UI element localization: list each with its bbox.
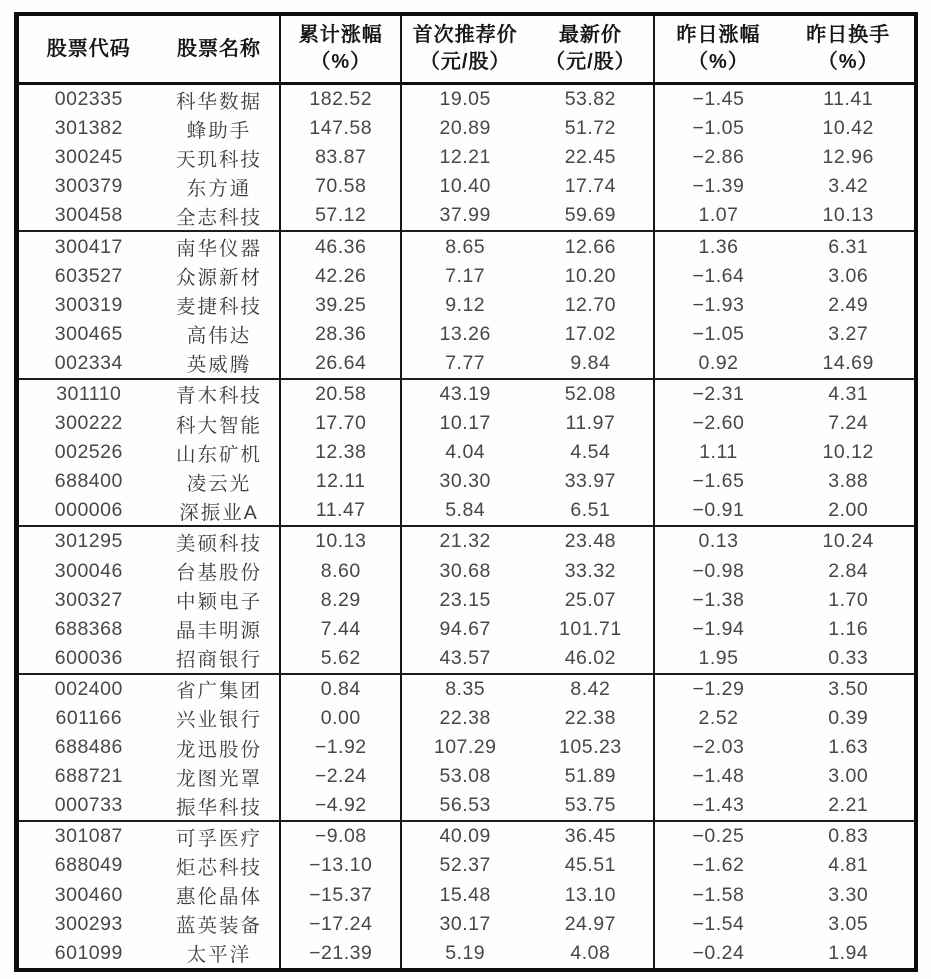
column-header-cum-gain	[280, 16, 401, 84]
cell-first-rec-price: 43.19	[401, 379, 528, 409]
cell-latest-price: 33.32	[528, 557, 653, 586]
cell-latest-price: 17.74	[528, 172, 653, 201]
cell-cum-gain: 7.44	[280, 615, 401, 644]
cell-code: 301295	[19, 526, 159, 556]
cell-prev-day-turnover: 12.96	[822, 146, 874, 169]
cell-prev-day-gain: −2.31	[654, 379, 783, 409]
column-header-line: 首次推荐价	[412, 24, 518, 46]
cell-latest-price: 105.23	[528, 733, 653, 762]
cell-prev-day-gain: −1.39	[692, 175, 745, 198]
cell-first-rec-price: 19.05	[439, 88, 491, 111]
cell-latest-price: 59.69	[528, 201, 653, 231]
cell-first-rec-price: 37.99	[439, 204, 491, 227]
cell-prev-day-turnover: 1.94	[828, 941, 869, 964]
cell-code: 000006	[54, 499, 123, 522]
cell-name: 太平洋	[159, 939, 281, 968]
cell-cum-gain: 57.12	[280, 201, 401, 231]
cell-prev-day-turnover: 4.81	[828, 854, 869, 877]
table-row	[19, 291, 914, 320]
cell-first-rec-price: 5.19	[445, 941, 486, 964]
cell-prev-day-turnover: 3.05	[828, 912, 869, 935]
cell-prev-day-gain: −0.25	[654, 821, 783, 851]
cell-prev-day-gain: −1.29	[654, 674, 783, 704]
cell-first-rec-price: 30.17	[439, 912, 491, 935]
column-header-line: （元/股）	[545, 51, 636, 73]
column-header-prev-day-turnover	[782, 16, 914, 84]
table-row	[19, 320, 914, 349]
cell-prev-day-turnover: 1.16	[828, 617, 869, 640]
cell-latest-price: 22.45	[528, 143, 653, 172]
cell-prev-day-gain: −2.03	[692, 736, 745, 759]
table-row	[19, 910, 914, 939]
cell-latest-price: 13.10	[528, 880, 653, 909]
table-row	[19, 791, 914, 821]
cell-latest-price: 24.97	[528, 910, 653, 939]
cell-name: 惠伦晶体	[159, 880, 281, 909]
cell-cum-gain: 11.47	[280, 496, 401, 526]
cell-name: 科华数据	[159, 84, 281, 115]
cell-code: 002526	[54, 441, 123, 464]
cell-cum-gain: −2.24	[280, 762, 401, 791]
table-row	[19, 172, 914, 201]
cell-prev-day-turnover: 1.63	[828, 736, 869, 759]
cell-cum-gain: 39.25	[280, 291, 401, 320]
table-row	[19, 231, 914, 261]
cell-first-rec-price: 21.32	[401, 526, 528, 556]
cell-cum-gain: 42.26	[280, 262, 401, 291]
cell-name: 炬芯科技	[159, 851, 281, 880]
cell-cum-gain: 26.64	[280, 349, 401, 379]
cell-latest-price: 6.51	[528, 496, 653, 526]
cell-name: 蓝英装备	[159, 910, 281, 939]
cell-first-rec-price: 7.17	[445, 264, 486, 287]
cell-prev-day-gain: 1.11	[699, 441, 738, 464]
cell-prev-day-turnover: 2.49	[828, 293, 869, 316]
cell-code: 688721	[54, 765, 123, 788]
cell-code: 300222	[54, 412, 123, 435]
cell-first-rec-price: 9.12	[445, 293, 486, 316]
cell-prev-day-turnover: 6.31	[782, 231, 914, 261]
cell-name: 南华仪器	[159, 231, 281, 261]
cell-code: 300293	[54, 912, 123, 935]
cell-latest-price: 12.66	[528, 231, 653, 261]
cell-prev-day-gain: 1.07	[698, 204, 739, 227]
cell-cum-gain: 46.36	[280, 231, 401, 261]
column-header-line: （%）	[310, 51, 372, 73]
cell-prev-day-gain: −0.91	[692, 499, 745, 522]
cell-first-rec-price: 53.08	[439, 765, 491, 788]
table-body	[19, 84, 914, 969]
cell-name: 深振业A	[159, 496, 281, 526]
stock-table	[19, 16, 914, 968]
cell-cum-gain: 182.52	[280, 84, 401, 115]
cell-name: 中颖电子	[159, 586, 281, 615]
cell-prev-day-gain: −1.65	[692, 470, 745, 493]
cell-code: 300417	[19, 231, 159, 261]
cell-prev-day-gain: −1.43	[692, 794, 745, 817]
cell-prev-day-gain: 2.52	[698, 706, 739, 729]
cell-prev-day-turnover: 10.12	[822, 441, 874, 464]
stock-table-container	[14, 12, 918, 972]
cell-first-rec-price: 10.17	[439, 412, 491, 435]
cell-cum-gain: 12.11	[280, 467, 401, 496]
cell-code: 300460	[54, 883, 123, 906]
table-row	[19, 851, 914, 880]
cell-prev-day-gain: −1.54	[692, 912, 745, 935]
cell-first-rec-price: 8.35	[401, 674, 528, 704]
cell-prev-day-gain: −1.05	[692, 322, 745, 345]
table-row	[19, 821, 914, 851]
cell-prev-day-turnover: 10.13	[822, 204, 874, 227]
table-row	[19, 84, 914, 115]
column-header-line: 昨日涨幅	[676, 24, 761, 46]
cell-code: 601099	[54, 941, 123, 964]
cell-latest-price: 33.97	[528, 467, 653, 496]
cell-first-rec-price: 30.68	[439, 559, 491, 582]
cell-first-rec-price: 13.26	[439, 322, 491, 345]
table-row	[19, 615, 914, 644]
column-header-line: （元/股）	[419, 51, 511, 73]
cell-code: 688486	[54, 736, 123, 759]
cell-prev-day-gain: 1.36	[654, 231, 783, 261]
cell-name: 振华科技	[159, 791, 281, 821]
cell-code: 002335	[54, 88, 123, 111]
cell-first-rec-price: 8.65	[401, 231, 528, 261]
cell-cum-gain: 8.60	[280, 557, 401, 586]
table-row	[19, 880, 914, 909]
cell-prev-day-turnover: 3.50	[782, 674, 914, 704]
cell-first-rec-price: 52.37	[439, 854, 491, 877]
cell-prev-day-turnover: 11.41	[823, 88, 874, 111]
cell-name: 英威腾	[159, 349, 281, 379]
cell-prev-day-turnover: 1.70	[828, 588, 869, 611]
cell-cum-gain: −4.92	[280, 791, 401, 821]
column-header-line: （%）	[817, 51, 879, 73]
cell-name: 凌云光	[159, 467, 281, 496]
cell-latest-price: 45.51	[528, 851, 653, 880]
column-header-name	[159, 16, 281, 84]
cell-cum-gain: 28.36	[280, 320, 401, 349]
cell-prev-day-turnover: 3.88	[828, 470, 869, 493]
cell-code: 601166	[55, 706, 123, 729]
cell-latest-price: 12.70	[528, 291, 653, 320]
cell-latest-price: 52.08	[528, 379, 653, 409]
cell-prev-day-gain: −1.62	[692, 854, 745, 877]
column-header-first-rec-price	[401, 16, 528, 84]
cell-latest-price: 8.42	[528, 674, 653, 704]
table-row	[19, 557, 914, 586]
cell-first-rec-price: 23.15	[439, 588, 491, 611]
cell-first-rec-price: 40.09	[401, 821, 528, 851]
cell-name: 可孚医疗	[159, 821, 281, 851]
cell-latest-price: 25.07	[528, 586, 653, 615]
cell-latest-price: 23.48	[528, 526, 653, 556]
cell-prev-day-turnover: 14.69	[822, 351, 874, 374]
cell-name: 高伟达	[159, 320, 281, 349]
cell-cum-gain: 83.87	[280, 143, 401, 172]
cell-name: 青木科技	[159, 379, 281, 409]
table-row	[19, 114, 914, 143]
cell-code: 603527	[54, 264, 123, 287]
cell-cum-gain: 17.70	[280, 409, 401, 438]
cell-cum-gain: 10.13	[280, 526, 401, 556]
cell-latest-price: 51.89	[528, 762, 653, 791]
cell-prev-day-turnover: 10.42	[822, 117, 874, 140]
cell-first-rec-price: 10.40	[439, 175, 491, 198]
cell-name: 东方通	[159, 172, 281, 201]
cell-latest-price: 46.02	[528, 644, 653, 674]
cell-name: 省广集团	[159, 674, 281, 704]
table-row	[19, 143, 914, 172]
cell-latest-price: 10.20	[528, 262, 653, 291]
cell-prev-day-turnover: 2.00	[828, 499, 869, 522]
cell-first-rec-price: 22.38	[439, 706, 491, 729]
table-row	[19, 733, 914, 762]
table-row	[19, 438, 914, 467]
cell-code: 301382	[54, 117, 123, 140]
cell-prev-day-gain: −1.64	[692, 264, 745, 287]
cell-name: 科大智能	[159, 409, 281, 438]
cell-name: 龙图光罩	[159, 762, 281, 791]
cell-name: 龙迅股份	[159, 733, 281, 762]
cell-prev-day-turnover: 0.33	[828, 646, 869, 669]
table-row	[19, 526, 914, 556]
cell-first-rec-price: 12.21	[439, 146, 491, 169]
cell-code: 600036	[54, 646, 123, 669]
table-row	[19, 201, 914, 231]
cell-first-rec-price: 20.89	[439, 117, 491, 140]
cell-first-rec-price: 107.29	[433, 736, 497, 759]
cell-first-rec-price: 94.67	[439, 617, 491, 640]
cell-code: 300319	[54, 293, 123, 316]
column-header-line: 昨日换手	[806, 24, 891, 46]
table-row	[19, 379, 914, 409]
cell-first-rec-price: 5.84	[445, 499, 486, 522]
table-row	[19, 939, 914, 968]
cell-prev-day-gain: −1.93	[692, 293, 745, 316]
cell-prev-day-turnover: 0.39	[828, 706, 869, 729]
cell-cum-gain: 5.62	[280, 644, 401, 674]
table-row	[19, 262, 914, 291]
cell-cum-gain: 70.58	[280, 172, 401, 201]
cell-prev-day-turnover: 4.31	[782, 379, 914, 409]
cell-prev-day-turnover: 3.42	[828, 175, 869, 198]
column-header-line: 股票名称	[176, 37, 261, 60]
cell-prev-day-turnover: 3.27	[828, 322, 869, 345]
cell-first-rec-price: 4.04	[445, 441, 486, 464]
cell-code: 000733	[54, 794, 123, 817]
table-row	[19, 496, 914, 526]
table-row	[19, 586, 914, 615]
cell-cum-gain: 0.00	[280, 704, 401, 733]
table-row	[19, 704, 914, 733]
cell-cum-gain: 12.38	[280, 438, 401, 467]
cell-code: 688400	[54, 470, 123, 493]
cell-prev-day-turnover: 7.24	[828, 412, 869, 435]
cell-cum-gain: −15.37	[280, 880, 401, 909]
cell-first-rec-price: 15.48	[439, 883, 491, 906]
column-header-line: 最新价	[558, 24, 622, 46]
cell-cum-gain: 0.84	[280, 674, 401, 704]
table-row	[19, 674, 914, 704]
cell-latest-price: 9.84	[528, 349, 653, 379]
cell-name: 麦捷科技	[159, 291, 281, 320]
cell-code: 688049	[54, 854, 123, 877]
cell-prev-day-turnover: 2.84	[828, 559, 869, 582]
table-row	[19, 467, 914, 496]
cell-code: 300245	[54, 146, 123, 169]
cell-prev-day-gain: −2.86	[692, 146, 745, 169]
cell-prev-day-turnover: 3.30	[828, 883, 869, 906]
cell-cum-gain: −1.92	[280, 733, 401, 762]
cell-prev-day-gain: −1.45	[692, 88, 745, 111]
cell-first-rec-price: 30.30	[439, 470, 491, 493]
cell-cum-gain: −21.39	[280, 939, 401, 968]
cell-latest-price: 22.38	[528, 704, 653, 733]
cell-name: 招商银行	[159, 644, 281, 674]
cell-code: 300046	[54, 559, 123, 582]
table-row	[19, 762, 914, 791]
cell-latest-price: 53.75	[528, 791, 653, 821]
cell-prev-day-gain: 0.13	[654, 526, 783, 556]
column-header-latest-price	[528, 16, 653, 84]
cell-latest-price: 53.82	[528, 84, 653, 115]
cell-prev-day-turnover: 0.83	[782, 821, 914, 851]
cell-name: 兴业银行	[159, 704, 281, 733]
cell-cum-gain: −9.08	[280, 821, 401, 851]
cell-prev-day-gain: −1.94	[692, 617, 745, 640]
cell-prev-day-gain: −2.60	[692, 412, 745, 435]
cell-code: 301087	[19, 821, 159, 851]
cell-name: 众源新材	[159, 262, 281, 291]
cell-code: 300327	[54, 588, 123, 611]
cell-first-rec-price: 56.53	[439, 794, 491, 817]
cell-code: 300458	[54, 204, 123, 227]
cell-code: 688368	[54, 617, 123, 640]
cell-latest-price: 36.45	[528, 821, 653, 851]
column-header-line: 股票代码	[46, 37, 131, 60]
table-row	[19, 644, 914, 674]
column-header-code	[19, 16, 159, 84]
cell-cum-gain: 147.58	[280, 114, 401, 143]
cell-name: 全志科技	[159, 201, 281, 231]
cell-code: 002334	[54, 351, 123, 374]
cell-code: 300379	[54, 175, 123, 198]
cell-prev-day-gain: −1.48	[692, 765, 745, 788]
cell-first-rec-price: 7.77	[445, 351, 486, 374]
column-header-line: 累计涨幅	[298, 24, 383, 46]
cell-latest-price: 11.97	[528, 409, 653, 438]
header-row	[19, 16, 914, 84]
cell-code: 300465	[54, 322, 123, 345]
cell-cum-gain: 20.58	[280, 379, 401, 409]
cell-prev-day-gain: −1.05	[692, 117, 745, 140]
cell-cum-gain: −17.24	[280, 910, 401, 939]
cell-prev-day-turnover: 10.24	[782, 526, 914, 556]
cell-name: 美硕科技	[159, 526, 281, 556]
cell-prev-day-turnover: 2.21	[828, 794, 869, 817]
cell-prev-day-gain: 1.95	[698, 646, 739, 669]
cell-first-rec-price: 43.57	[439, 646, 491, 669]
cell-prev-day-turnover: 3.06	[828, 264, 869, 287]
column-header-line: （%）	[688, 51, 749, 73]
cell-name: 台基股份	[159, 557, 281, 586]
table-row	[19, 409, 914, 438]
cell-latest-price: 101.71	[528, 615, 653, 644]
cell-latest-price: 17.02	[528, 320, 653, 349]
cell-cum-gain: −13.10	[280, 851, 401, 880]
cell-prev-day-gain: −1.58	[692, 883, 745, 906]
cell-name: 山东矿机	[159, 438, 281, 467]
cell-prev-day-gain: −0.98	[692, 559, 745, 582]
column-header-prev-day-gain	[654, 16, 783, 84]
cell-cum-gain: 8.29	[280, 586, 401, 615]
cell-code: 002400	[19, 674, 159, 704]
cell-latest-price: 4.08	[528, 939, 653, 968]
cell-name: 晶丰明源	[159, 615, 281, 644]
cell-name: 天玑科技	[159, 143, 281, 172]
cell-code: 301110	[19, 379, 159, 409]
cell-prev-day-turnover: 3.00	[828, 765, 869, 788]
cell-name: 蜂助手	[159, 114, 281, 143]
cell-latest-price: 4.54	[528, 438, 653, 467]
cell-latest-price: 51.72	[528, 114, 653, 143]
table-row	[19, 349, 914, 379]
cell-prev-day-gain: −0.24	[692, 941, 745, 964]
cell-prev-day-gain: 0.92	[698, 351, 739, 374]
cell-prev-day-gain: −1.38	[692, 588, 745, 611]
